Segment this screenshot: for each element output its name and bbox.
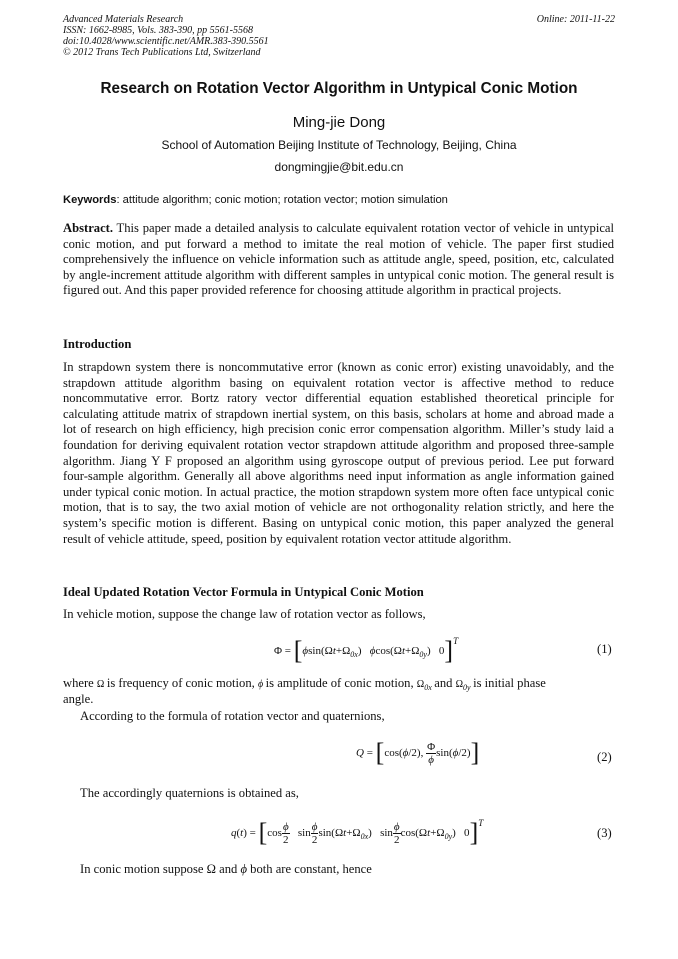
according-line: According to the formula of rotation vector and quaternions,	[80, 709, 385, 723]
online-date: Online: 2011-11-22	[536, 14, 615, 25]
where-text-b: is frequency of conic motion,	[106, 676, 255, 690]
journal-name: Advanced Materials Research	[63, 14, 184, 25]
keywords-label: Keywords	[63, 194, 117, 206]
conic-line: In conic motion suppose Ω and ϕ both are constant, hence	[80, 862, 372, 876]
author-email[interactable]: dongmingjie@bit.edu.cn	[274, 160, 404, 174]
equation-2-body: Q = [cos(ϕ/2), $\frac{\Phi}{\phi}$ sin(ϕ/2)]	[356, 738, 480, 767]
where-text-d: and	[434, 676, 453, 690]
where-line: where Ω is frequency of conic motion, ϕ is amplitude of conic motion, $\Omega_{0x}$ and $\Omega_{0y}$ is initial phase	[63, 676, 546, 692]
where-text-c: is amplitude of conic motion,	[265, 676, 414, 690]
keywords-text: : attitude algorithm; conic motion; rotation vector; motion simulation	[116, 194, 448, 206]
where-text-e: is initial phase	[473, 676, 546, 690]
where-text-a: where	[63, 676, 94, 690]
paper-title: Research on Rotation Vector Algorithm in Untypical Conic Motion	[100, 80, 578, 97]
running-header	[63, 14, 615, 58]
section-heading: Ideal Updated Rotation Vector Formula in Untypical Conic Motion	[63, 585, 424, 599]
doi-line: doi:10.4028/www.scientific.net/AMR.383-390.5561	[63, 36, 269, 47]
conic-text-b: and	[219, 862, 238, 876]
angle-line: angle.	[63, 692, 94, 706]
accordingly-line: The accordingly quaternions is obtained as,	[80, 786, 299, 800]
equation-1-body: $\Phi = [\phi\sin(\Omega t+\Omega_{0x})$ $\phi\cos(\Omega t+\Omega_{0y})$ 0]$^T$	[274, 636, 459, 665]
keywords	[63, 194, 615, 206]
issn-line: ISSN: 1662-8985, Vols. 383-390, pp 5561-5568	[63, 25, 253, 36]
introduction-heading: Introduction	[63, 337, 132, 351]
equation-3-body: q(t) = [cos $\frac{\phi}{2}$ sin $\frac{\phi}{2}$ $\sin(\Omega t+\Omega_{0x})$ sin $\frac{\phi}{2}$ $\cos(\Omega t+\Omega_{0y})$ 0]$^T$	[231, 818, 484, 847]
abstract	[63, 221, 614, 299]
abstract-label: Abstract.	[63, 221, 114, 235]
abstract-text: This paper made a detailed analysis to calculate equivalent rotation vector of vehicle in untypical conic motion, and put forward a method to imitate the real motion of vehicle. The paper first studied comprehensively the influence on vehicle information such as attitude angle, speed, position, etc, calculated by angle-increment attitude algorithm with different samples in untypical conic motion. The general result is figured out. And this paper provided reference for choosing attitude algorithm in practical projects.	[63, 221, 614, 298]
copyright-line: © 2012 Trans Tech Publications Ltd, Switzerland	[63, 47, 261, 58]
author-name: Ming-jie Dong	[292, 114, 386, 131]
conic-text-a: In conic motion suppose	[80, 862, 204, 876]
introduction-text: In strapdown system there is noncommutative error (known as conic error) existing unavoidably, and the strapdown attitude algorithm basing on equivalent rotation vector is affective method to reduce noncommutative error. Bortz ratory vector differential equation established theoretical principle for calculating attitude matrix of strapdown inertial system, on this basis, scholars at home and abroad made a lot of research on high efficiency, high precision conic error compensation algorithm. Miller’s study laid a foundation for deriving equivalent rotation vector strapdown attitude algorithm and proposed three-sample algorithm. Jiang Y F proposed an algorithm using gyroscope output of previous period. Lee put forward four-sample algorithm. Generally all above algorithms need input information as angle information gained under typical conic motion. In actual practice, the motion strapdown system more often face untypical conic motion, that is to say, the two axial motion of vehicle are not orthogonality relation strictly, and here the system’s specific motion is different. Basing on untypical conic motion, this paper analyzed the general result of vehicle attitude, speed, position by equivalent rotation vector attitude algorithm.	[63, 360, 614, 546]
conic-text-c: both are constant, hence	[250, 862, 372, 876]
equation-2-number: (2)	[597, 750, 612, 764]
equation-3-number: (3)	[597, 826, 612, 840]
equation-1-number: (1)	[597, 642, 612, 656]
affiliation: School of Automation Beijing Institute of Technology, Beijing, China	[161, 138, 517, 152]
section-intro-text: In vehicle motion, suppose the change law of rotation vector as follows,	[63, 607, 426, 621]
